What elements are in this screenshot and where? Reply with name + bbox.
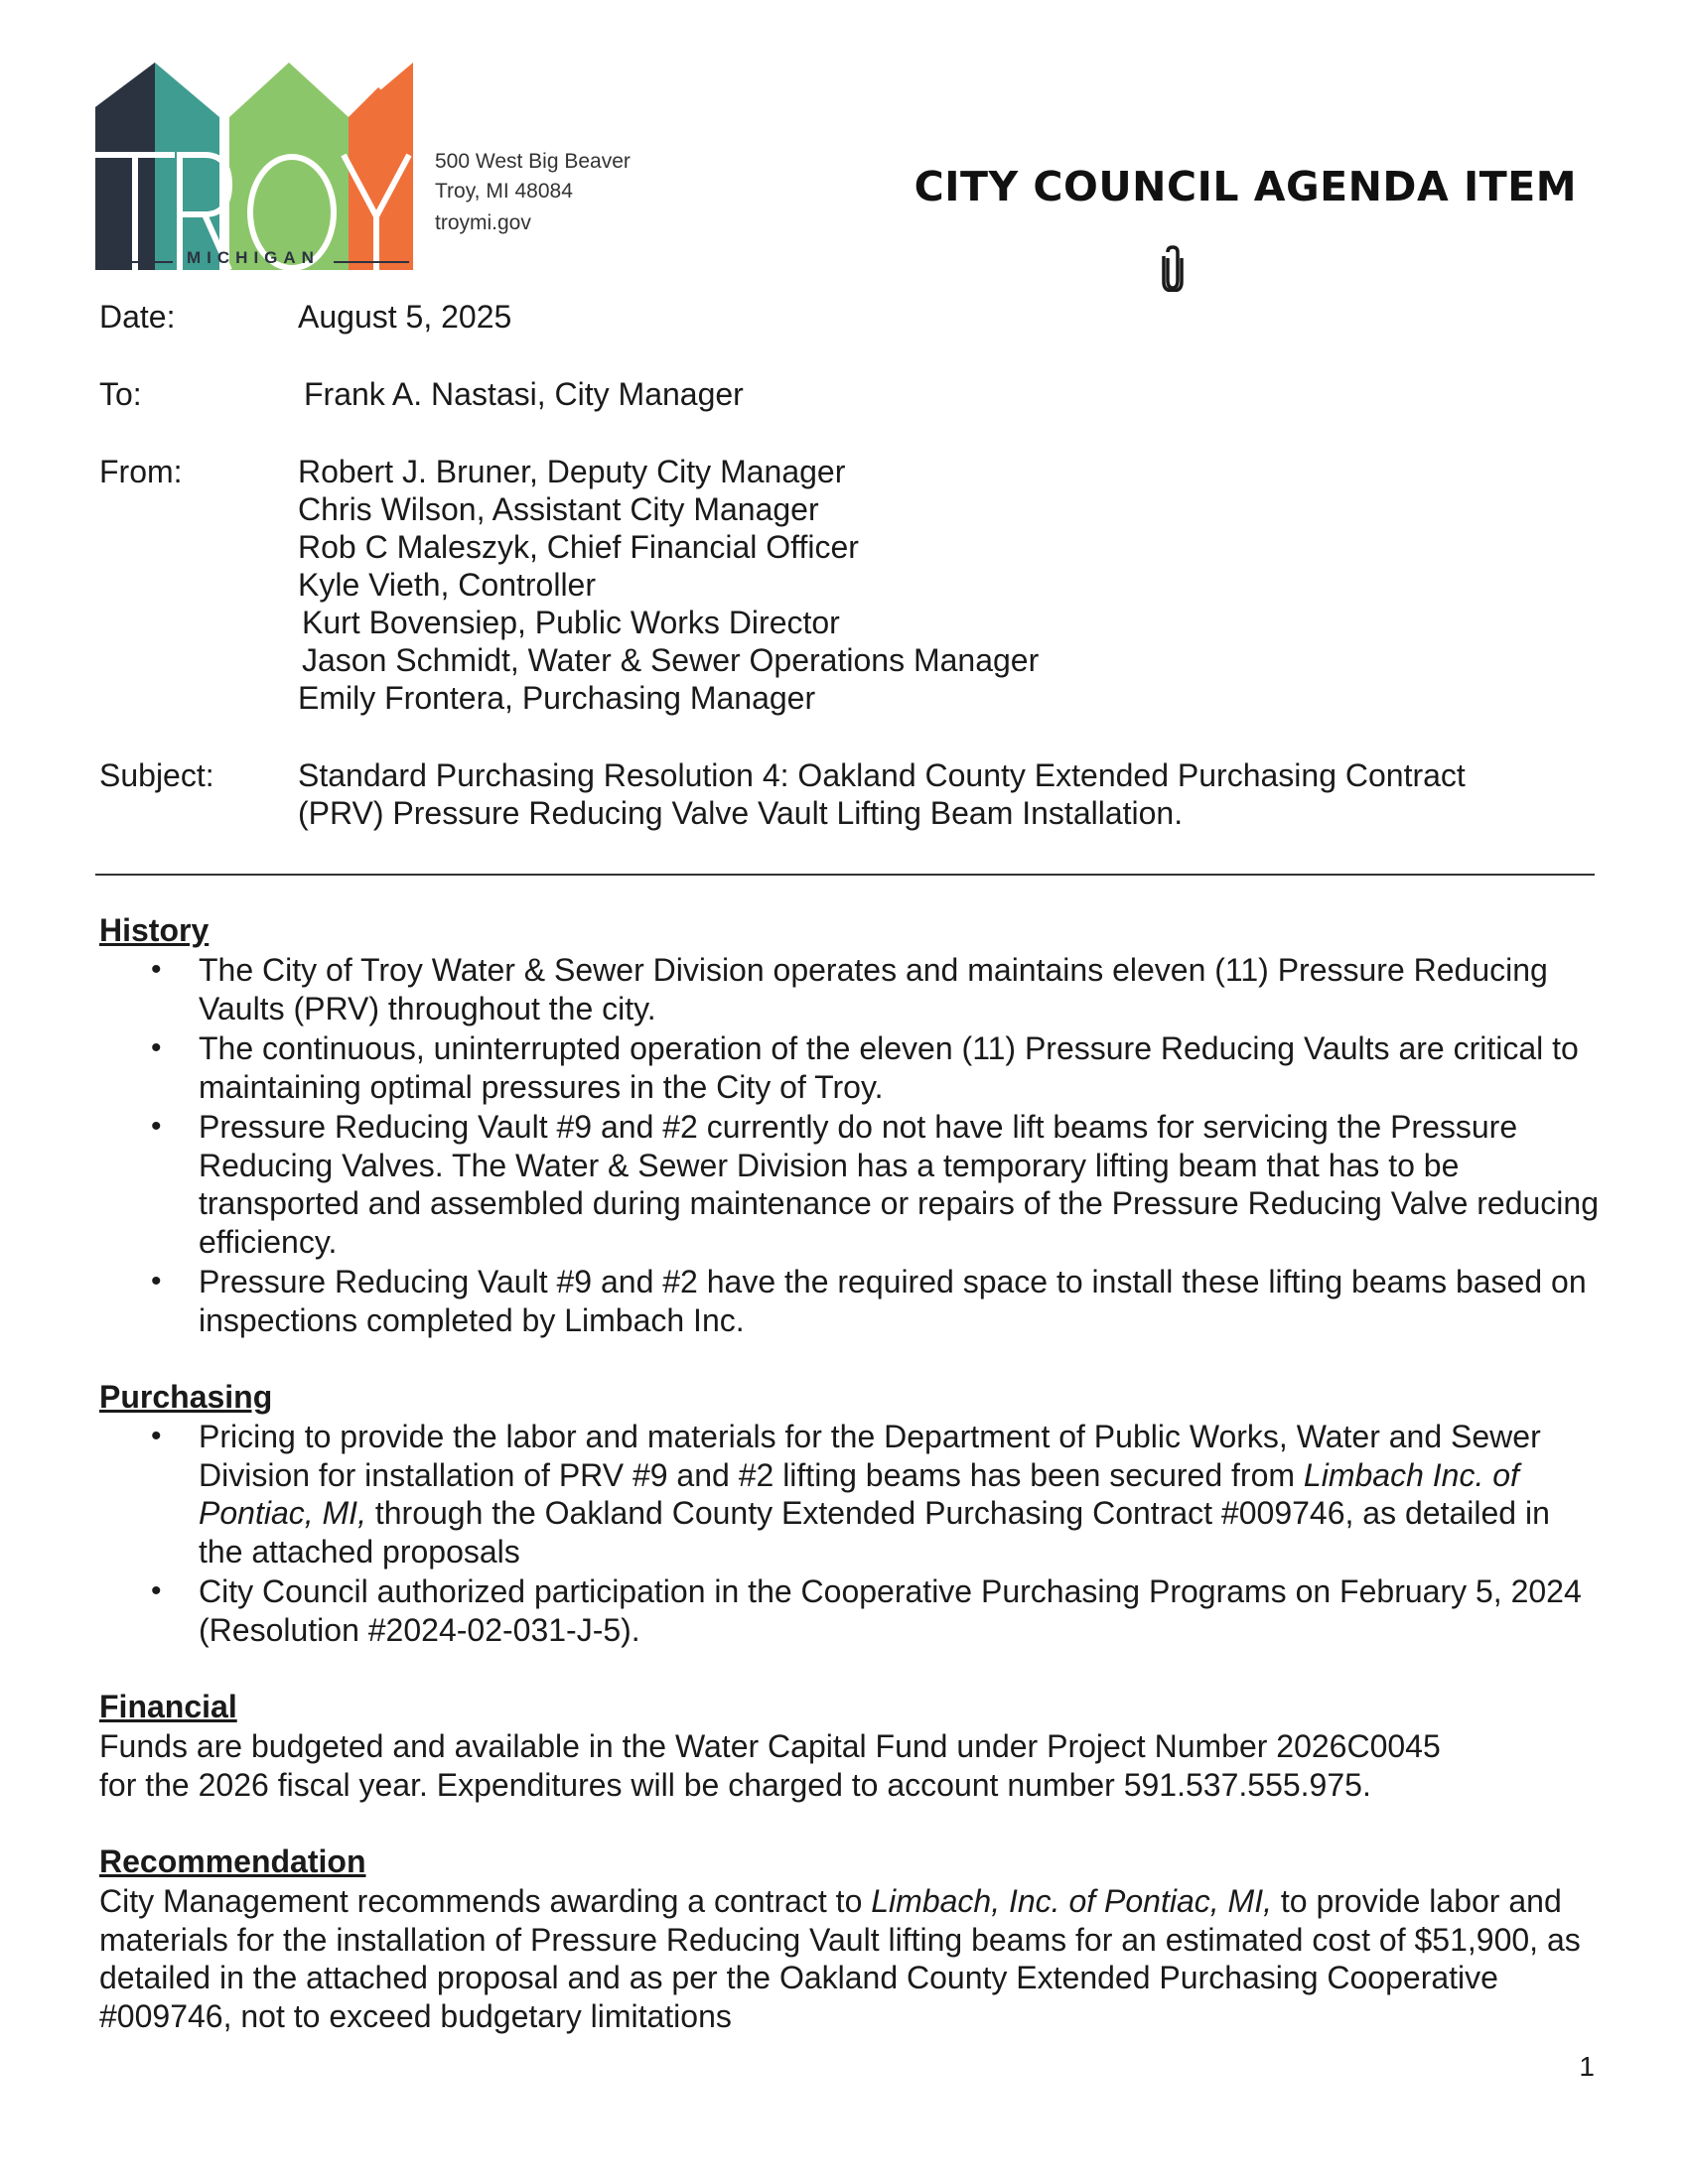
from-person: Jason Schmidt, Water & Sewer Operations Manager	[302, 642, 1040, 678]
from-person: Kyle Vieth, Controller	[298, 567, 596, 603]
troy-logo	[95, 58, 413, 270]
financial-heading: Financial	[99, 1689, 237, 1724]
from-person: Kurt Bovensiep, Public Works Director	[302, 605, 840, 640]
from-label: From:	[99, 454, 183, 489]
financial-text: Funds are budgeted and available in the Water Capital Fund under Project Number 2026C0045 for the 2026 fiscal year. Expenditures will be charged to account number 591.537.555.975.	[99, 1728, 1441, 1803]
from-person: Rob C Maleszyk, Chief Financial Officer	[298, 529, 859, 565]
page-title: CITY COUNCIL AGENDA ITEM	[914, 163, 1577, 210]
subject-label: Subject:	[99, 757, 214, 793]
purchasing-heading: Purchasing	[99, 1379, 273, 1415]
date-value: August 5, 2025	[298, 299, 512, 335]
address-city: Troy, MI 48084	[435, 180, 573, 203]
list-item: • Pressure Reducing Vault #9 and #2 currently do not have lift beams for servicing the Pressure Reducing Valves. The Water & Sewer Division has a temporary lifting beam that has to be transported and assembled during maintenance or repairs of the Pressure Reducing Valve reducing efficiency.	[151, 1109, 1599, 1260]
purchasing-list	[99, 1418, 1599, 1651]
paperclip-icon[interactable]	[1160, 244, 1186, 292]
from-list	[298, 453, 1039, 717]
history-heading: History	[99, 912, 210, 948]
from-person: Chris Wilson, Assistant City Manager	[298, 491, 819, 527]
list-item: • Pricing to provide the labor and materials for the Department of Public Works, Water and Sewer Division for installation of PRV #9 and #2 lifting beams has been secured from Limbach Inc. of Pontiac, MI, through the Oakland County Extended Purchasing Contract #009746, as detailed in the attached proposals	[151, 1419, 1550, 1570]
list-item: • City Council authorized participation in the Cooperative Purchasing Programs on February 5, 2024 (Resolution #2024-02-031-J-5).	[151, 1573, 1582, 1648]
to-value: Frank A. Nastasi, City Manager	[304, 376, 744, 412]
list-item: • The continuous, uninterrupted operation of the eleven (11) Pressure Reducing Vaults are critical to maintaining optimal pressures in the City of Troy.	[151, 1030, 1579, 1105]
history-list	[99, 951, 1599, 1341]
recommendation-text: City Management recommends awarding a contract to Limbach, Inc. of Pontiac, MI, to provide labor and materials for the installation of Pressure Reducing Vault lifting beams for an estimated cost of $51,900, as detailed in the attached proposal and as per the Oakland County Extended Purchasing Cooperative #009746, not to exceed budgetary limitations	[99, 1883, 1581, 2034]
to-label: To:	[99, 376, 142, 412]
subject-line: Standard Purchasing Resolution 4: Oakland County Extended Purchasing Contract	[298, 757, 1466, 793]
subject-line: (PRV) Pressure Reducing Valve Vault Lifting Beam Installation.	[298, 795, 1184, 831]
date-label: Date:	[99, 299, 176, 335]
from-person: Emily Frontera, Purchasing Manager	[298, 680, 816, 716]
from-person: Robert J. Bruner, Deputy City Manager	[298, 454, 846, 489]
list-item: • Pressure Reducing Vault #9 and #2 have the required space to install these lifting beams based on inspections completed by Limbach Inc.	[151, 1264, 1587, 1338]
page-number: 1	[1579, 2051, 1595, 2082]
address-website: troymi.gov	[435, 211, 531, 234]
recommendation-heading: Recommendation	[99, 1843, 366, 1879]
list-item: • The City of Troy Water & Sewer Division operates and maintains eleven (11) Pressure Reducing Vaults (PRV) throughout the city.	[151, 952, 1548, 1026]
divider	[95, 874, 1595, 876]
logo-subtitle: MICHIGAN	[95, 248, 409, 276]
subject-value	[298, 756, 1466, 832]
address-street: 500 West Big Beaver	[435, 150, 631, 173]
